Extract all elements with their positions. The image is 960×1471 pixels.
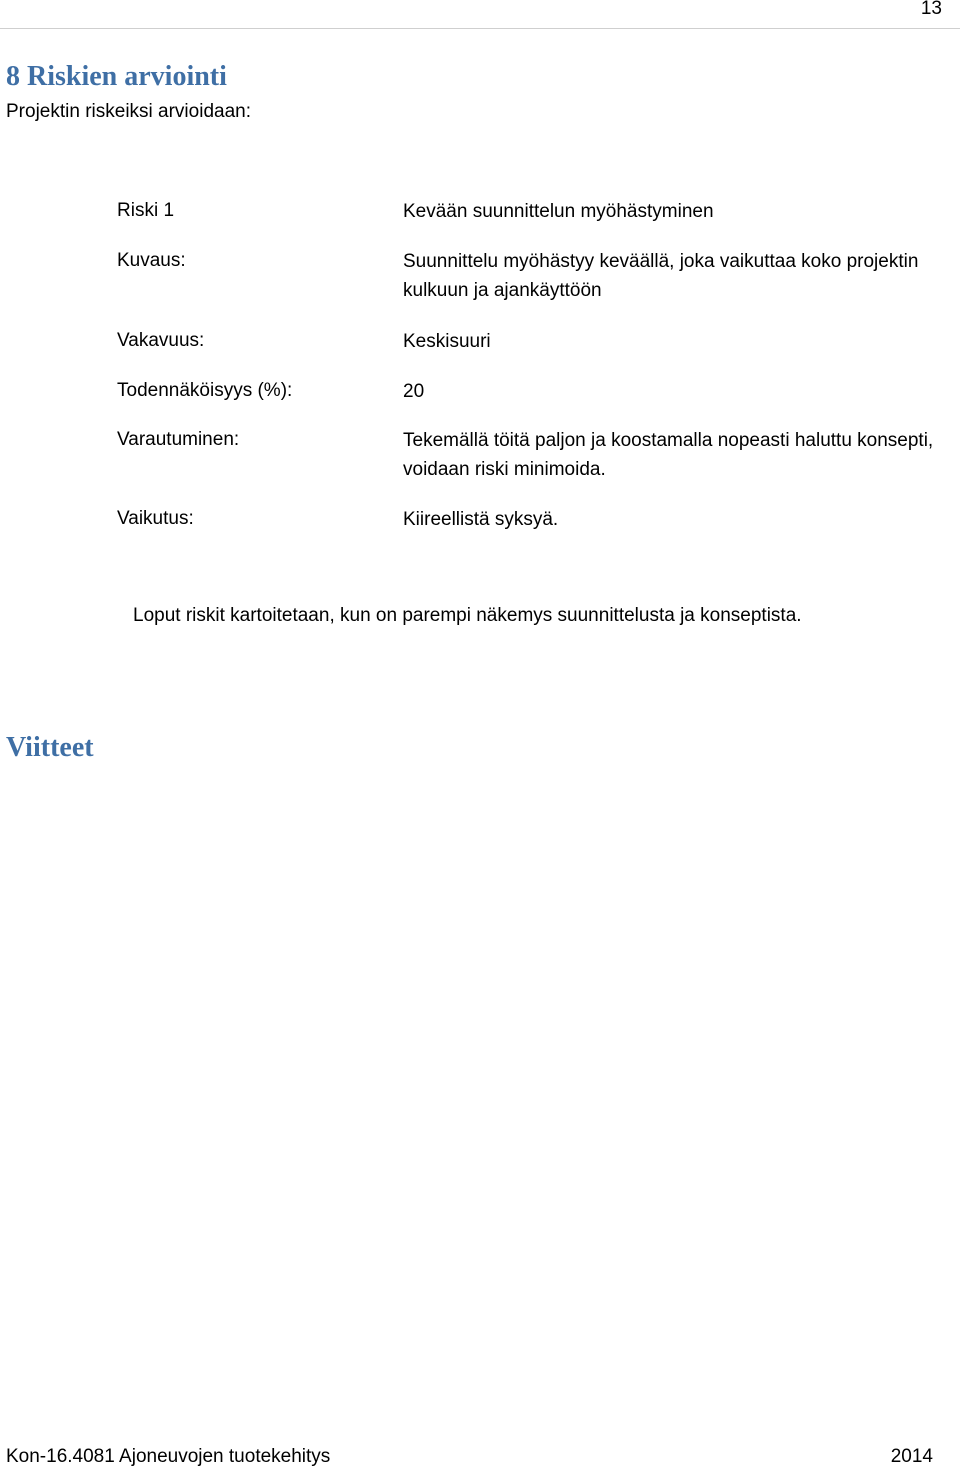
footer-year: 2014 (890, 1446, 933, 1467)
description-line: kulkuun ja ajankäyttöön (403, 280, 602, 301)
mitigation-line: voidaan riski minimoida. (403, 459, 606, 480)
footer-course: Kon-16.4081 Ajoneuvojen tuotekehitys (6, 1446, 331, 1467)
page-number: 13 (920, 0, 942, 19)
section-intro: Projektin riskeiksi arvioidaan: (6, 101, 251, 122)
risk-name: Kevään suunnittelun myöhästyminen (403, 201, 714, 222)
impact-label: Vaikutus: (117, 508, 194, 529)
risk-id-label: Riski 1 (117, 200, 175, 221)
probability-label: Todennäköisyys (%): (117, 380, 293, 401)
risk-probability: 20 (403, 381, 425, 402)
risk-description (403, 247, 918, 305)
description-label: Kuvaus: (117, 250, 186, 271)
description-line: Suunnittelu myöhästyy keväällä, joka vaikuttaa koko projektin (403, 251, 919, 272)
references-heading: Viitteet (6, 732, 94, 763)
section-heading: 8 Riskien arviointi (6, 61, 227, 92)
closing-paragraph: Loput riskit kartoitetaan, kun on parempi näkemys suunnittelusta ja konseptista. (133, 605, 802, 626)
risk-mitigation (403, 426, 933, 484)
mitigation-line: Tekemällä töitä paljon ja koostamalla nopeasti haluttu konsepti, (403, 430, 934, 451)
header-divider (0, 28, 960, 29)
risk-severity: Keskisuuri (403, 331, 491, 352)
severity-label: Vakavuus: (117, 330, 205, 351)
mitigation-label: Varautuminen: (117, 429, 240, 450)
risk-impact: Kiireellistä syksyä. (403, 509, 559, 530)
